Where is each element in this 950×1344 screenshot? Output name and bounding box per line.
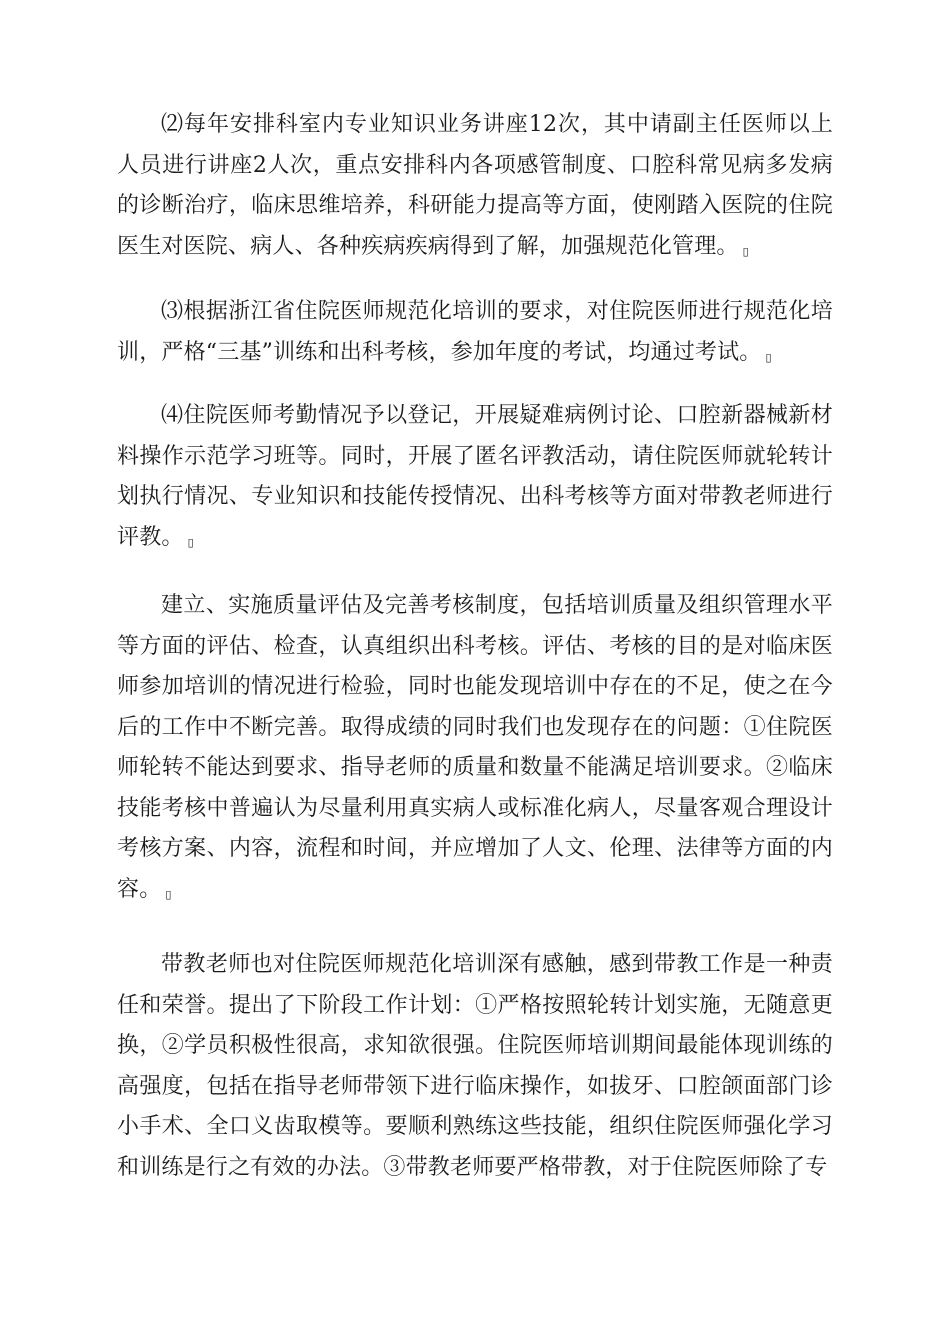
paragraph-end-mark: ▯: [187, 535, 194, 549]
paragraph-end-mark: ▯: [765, 350, 772, 364]
paragraph-text: ⑶根据浙江省住院医师规范化培训的要求，对住院医师进行规范化培训，严格“三基”训练和出科考核，参加年度的考试，均通过考试。: [117, 299, 833, 365]
paragraph-quality-assessment: [117, 586, 833, 915]
paragraph-text: 带教老师也对住院医师规范化培训深有感触，感到带教工作是一种责任和荣誉。提出了下阶段工作计划：①严格按照轮转计划实施，无随意更换，②学员积极性很高，求知欲很强。住院医师培训期间最能体现训练的高强度，包括在指导老师带领下进行临床操作，如拔牙、口腔颌面部门诊小手术、全口义齿取模等。要顺利熟练这些技能，组织住院医师强化学习和训练是行之有效的办法。③带教老师要严格带教，对于住院医师除了专: [117, 952, 833, 1180]
paragraph-work-plan: [117, 945, 833, 1188]
paragraph-end-mark: ▯: [165, 887, 172, 901]
paragraph-attendance-evaluation: [117, 396, 833, 563]
paragraph-lectures: [117, 105, 833, 272]
paragraph-end-mark: ▯: [742, 244, 749, 258]
paragraph-text: ⑵每年安排科室内专业知识业务讲座12次，其中请副主任医师以上人员进行讲座2人次，重点安排科内各项感管制度、口腔科常见病多发病的诊断治疗，临床思维培养，科研能力提高等方面，使刚踏入医院的住院医生对医院、病人、各种疾病疾病得到了解，加强规范化管理。: [117, 112, 833, 259]
paragraph-standard-training: [117, 292, 833, 378]
paragraph-text: 建立、实施质量评估及完善考核制度，包括培训质量及组织管理水平等方面的评估、检查，认真组织出科考核。评估、考核的目的是对临床医师参加培训的情况进行检验，同时也能发现培训中存在的不足，使之在今后的工作中不断完善。取得成绩的同时我们也发现存在的问题：①住院医师轮转不能达到要求、指导老师的质量和数量不能满足培训要求。②临床技能考核中普遍认为尽量利用真实病人或标准化病人，尽量客观合理设计考核方案、内容，流程和时间，并应增加了人文、伦理、法律等方面的内容。: [117, 593, 833, 902]
paragraph-text: ⑷住院医师考勤情况予以登记，开展疑难病例讨论、口腔新器械新材料操作示范学习班等。同时，开展了匿名评教活动，请住院医师就轮转计划执行情况、专业知识和技能传授情况、出科考核等方面对带教老师进行评教。: [117, 403, 833, 550]
